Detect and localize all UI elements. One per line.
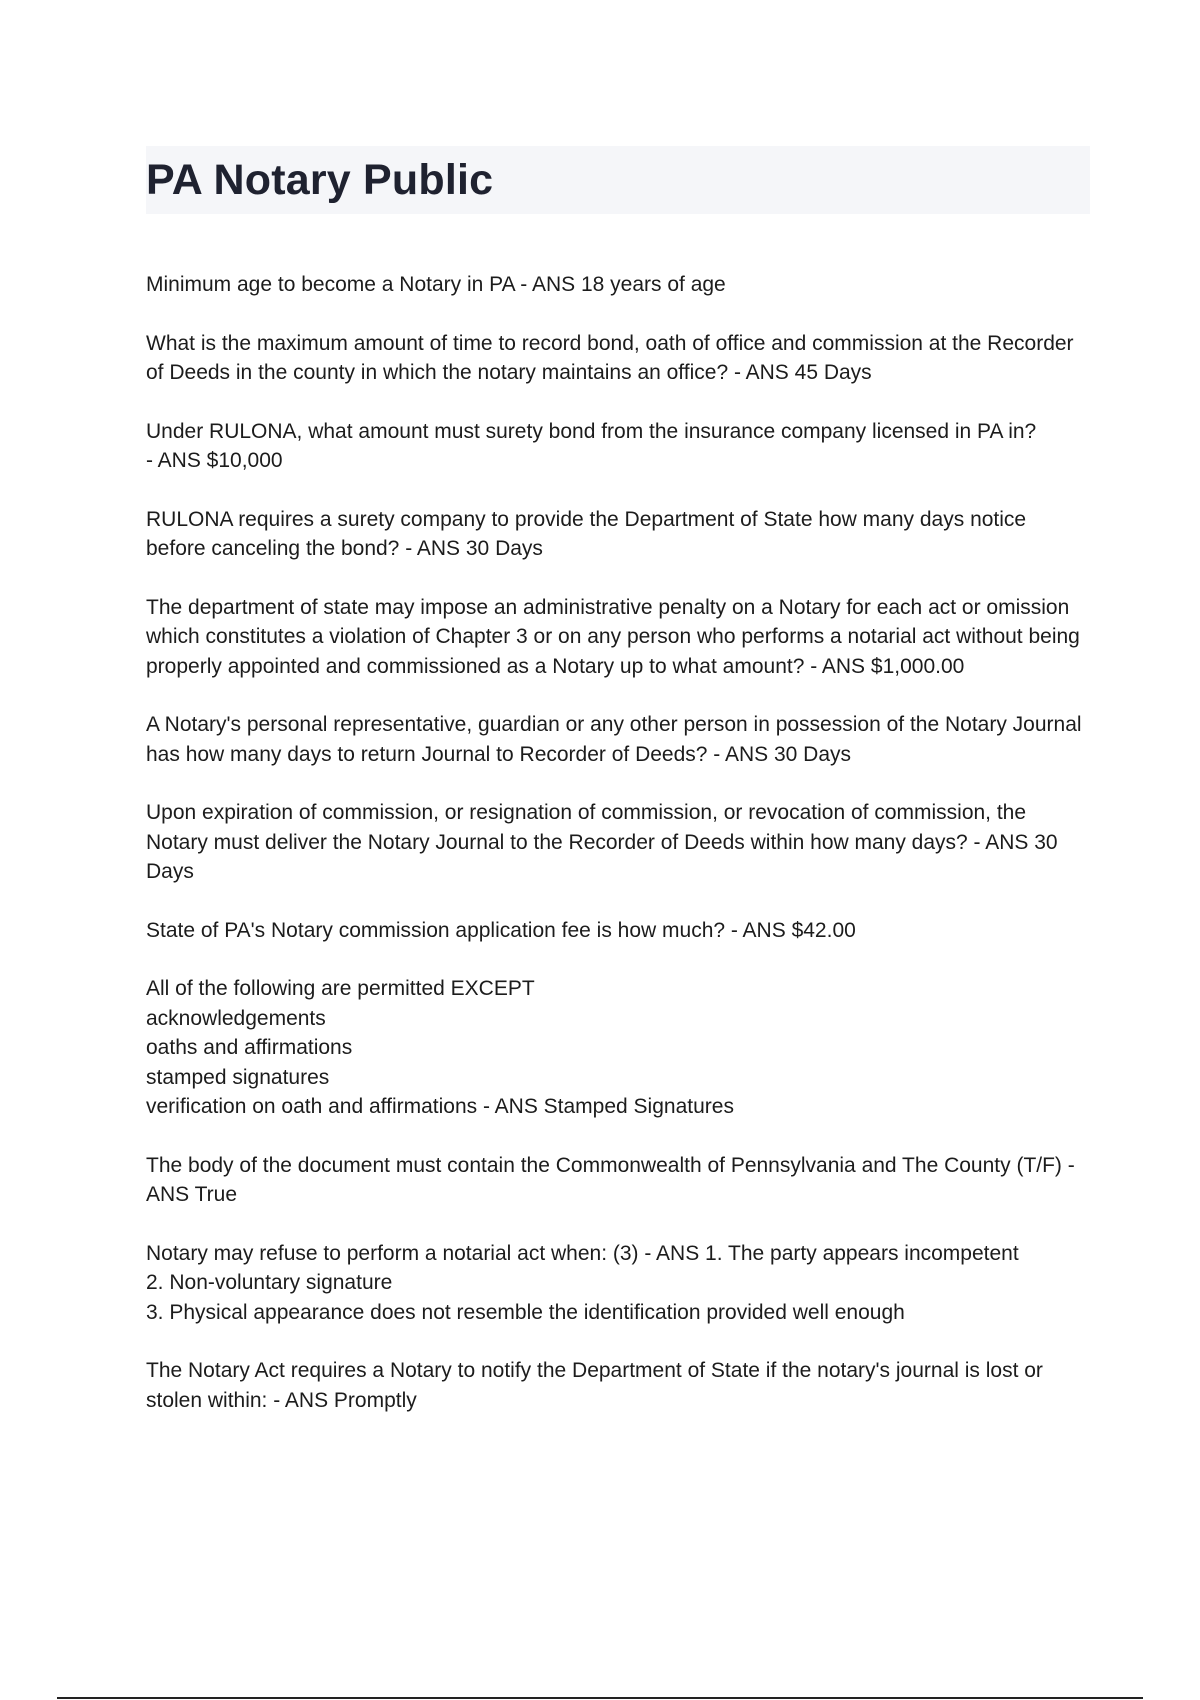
- qa-item: A Notary's personal representative, guardian or any other person in possession of the Notary Journal has how many days to return Journal to Recorder of Deeds? - ANS 30 Days: [146, 713, 1082, 766]
- qa-item: All of the following are permitted EXCEPT acknowledgements oaths and affirmations stamped signatures verification on oath and affirmations - ANS Stamped Signatures: [146, 977, 734, 1118]
- qa-item: What is the maximum amount of time to record bond, oath of office and commission at the Recorder of Deeds in the county in which the notary maintains an office? - ANS 45 Days: [146, 331, 1074, 384]
- qa-item: RULONA requires a surety company to provide the Department of State how many days notice before canceling the bond? - ANS 30 Days: [146, 507, 1027, 560]
- qa-item: The body of the document must contain the Commonwealth of Pennsylvania and The County (T/F) - ANS True: [146, 1153, 1075, 1206]
- footer-divider: [57, 1697, 1143, 1699]
- qa-item: Upon expiration of commission, or resignation of commission, or revocation of commission, the Notary must deliver the Notary Journal to the Recorder of Deeds within how many days? - ANS 30 Days: [146, 801, 1058, 883]
- document-page: [146, 146, 1090, 1444]
- qa-item: Notary may refuse to perform a notarial act when: (3) - ANS 1. The party appears incompetent 2. Non-voluntary signature 3. Physical appearance does not resemble the identification provided well enough: [146, 1241, 1019, 1324]
- page-title: PA Notary Public: [146, 155, 494, 204]
- qa-item: State of PA's Notary commission application fee is how much? - ANS $42.00: [146, 918, 856, 942]
- qa-item: The Notary Act requires a Notary to notify the Department of State if the notary's journal is lost or stolen within: - ANS Promptly: [146, 1359, 1043, 1412]
- title-banner: [146, 146, 1090, 214]
- qa-item: The department of state may impose an administrative penalty on a Notary for each act or omission which constitutes a violation of Chapter 3 or on any person who performs a notarial act without being properly appointed and commissioned as a Notary up to what amount? - ANS $1,000.00: [146, 595, 1080, 678]
- qa-item: Under RULONA, what amount must surety bond from the insurance company licensed in PA in? - ANS $10,000: [146, 419, 1037, 472]
- qa-list: [146, 270, 1090, 1415]
- qa-item: Minimum age to become a Notary in PA - ANS 18 years of age: [146, 273, 726, 296]
